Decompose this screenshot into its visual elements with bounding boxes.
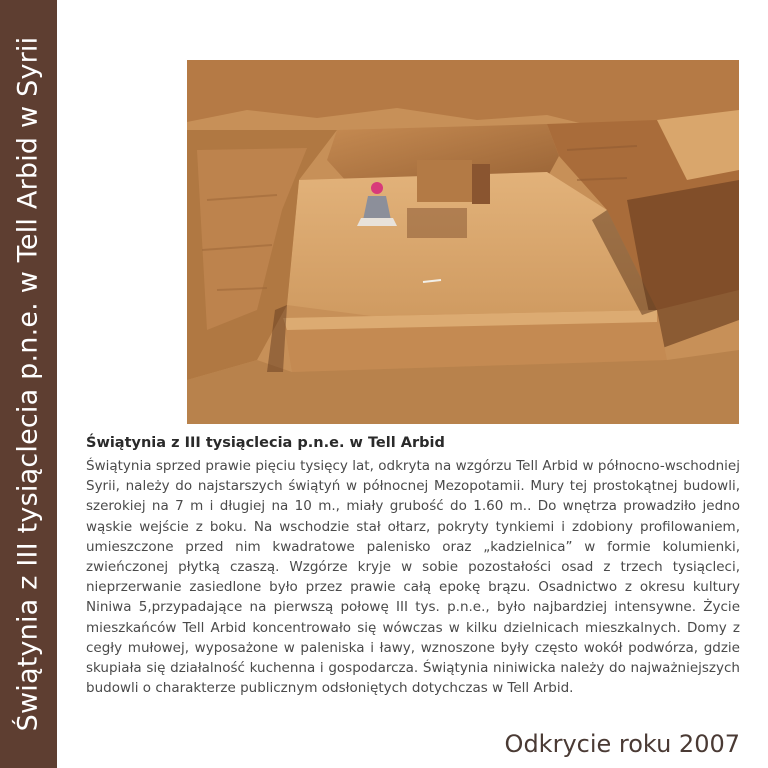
footer-caption: Odkrycie roku 2007 <box>504 730 740 758</box>
side-band <box>0 0 57 768</box>
excavation-photo <box>187 60 739 424</box>
article-heading: Świątynia z III tysiąclecia p.n.e. w Tell Arbid <box>86 435 445 451</box>
side-title: Świątynia z III tysiąclecia p.n.e. w Tell Arbid w Syrii <box>12 36 44 732</box>
article-body: Świątynia sprzed prawie pięciu tysięcy lat, odkryta na wzgórzu Tell Arbid w północno-wschodniej Syrii, należy do najstarszych świątyń w północnej Mezopotamii. Mury tej prostokątnej budowli, szerokiej na 7 m i długiej na 10 m., miały grubość do 1.60 m.. Do wnętrza prowadziło jedno wąskie wejście z boku. Na wschodzie stał ołtarz, pokryty tynkiemi i zdobiony profilowaniem, umieszczone przed nim kwadratowe palenisko oraz „kadzielnica” w formie kolumienki, zwieńczonej płytką czaszą. Wzgórze kryje w sobie pozostałości osad z trzech tysiącleci, nieprzerwanie zasiedlone było przez prawie całą epokę brązu. Osadnictwo z okresu kultury Niniwa 5,przypadające na pierwszą połowę III tys. p.n.e., było najbardziej intensywne. Życie mieszkańców Tell Arbid koncentrowało się wówczas w kilku dzielnicach mieszkalnych. Domy z cegły mułowej, wyposażone w paleniska i ławy, wznoszone były często wokół podwórza, gdzie skupiała się działalność kuchenna i gospodarcza. Świątynia niniwicka należy do najważniejszych budowli o charakterze publicznym odsłoniętych dotychczas w Tell Arbid. <box>86 458 740 697</box>
